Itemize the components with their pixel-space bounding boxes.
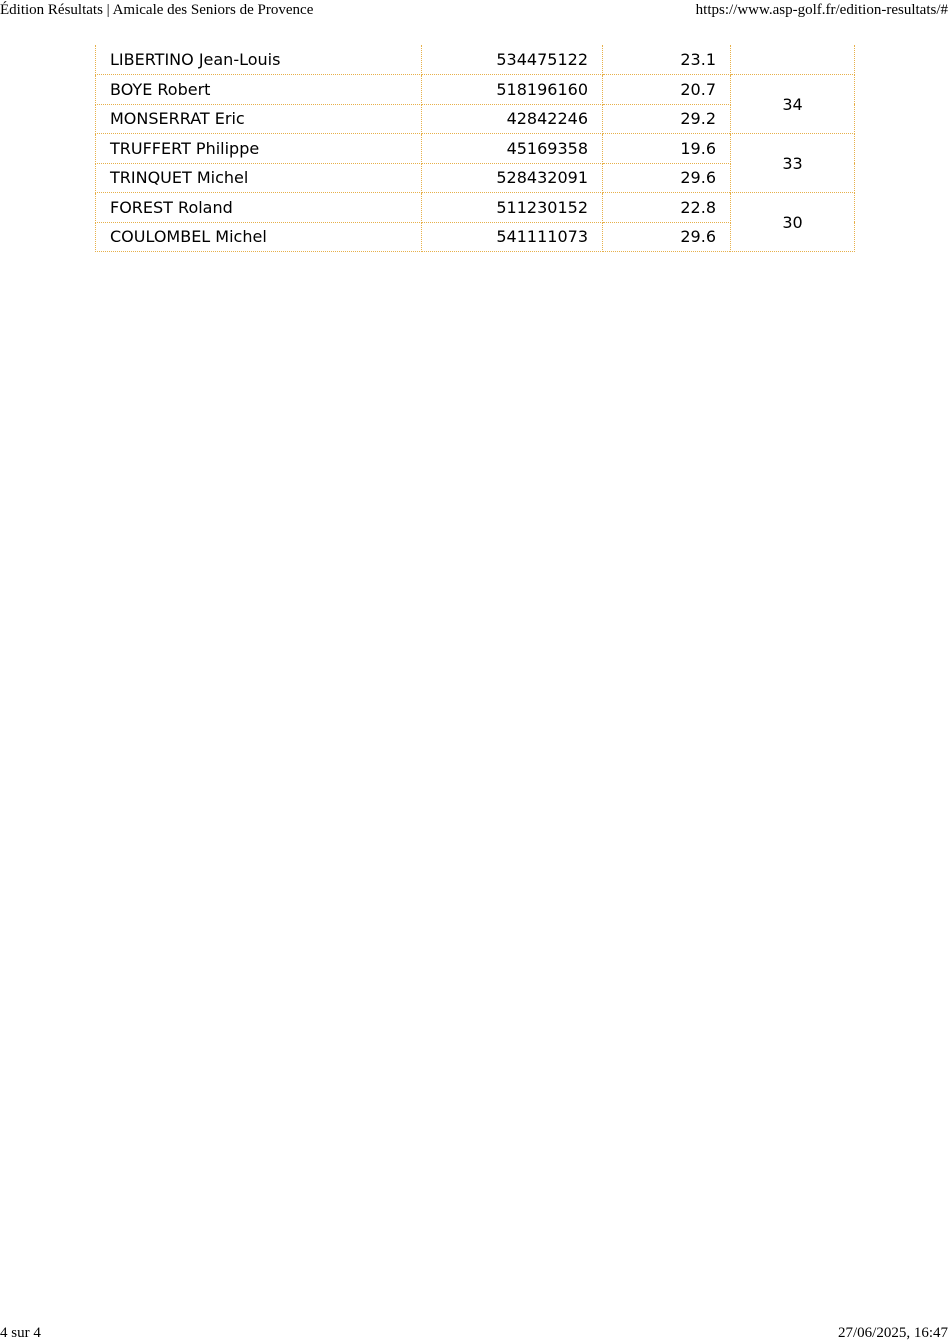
team-score: 34 [731,75,855,134]
player-index: 29.6 [603,163,731,193]
player-index: 19.6 [603,134,731,164]
player-index: 20.7 [603,75,731,105]
results-table [95,45,855,252]
table-row [96,45,855,75]
player-name: COULOMBEL Michel [96,222,422,252]
player-index: 29.6 [603,222,731,252]
print-footer-datetime: 27/06/2025, 16:47 [837,1325,948,1341]
print-footer-page-number: 4 sur 4 [0,1325,41,1341]
team-score [731,45,855,75]
player-name: MONSERRAT Eric [96,104,422,134]
player-license: 534475122 [422,45,603,75]
print-header-title: Édition Résultats | Amicale des Seniors de Provence [0,2,314,18]
player-index: 29.2 [603,104,731,134]
player-license: 541111073 [422,222,603,252]
player-name: FOREST Roland [96,193,422,223]
print-header-url: https://www.asp-golf.fr/edition-resultats/# [695,2,948,18]
team-score: 33 [731,134,855,193]
player-name: BOYE Robert [96,75,422,105]
player-name: TRINQUET Michel [96,163,422,193]
table-row [96,75,855,105]
player-license: 511230152 [422,193,603,223]
table-row [96,193,855,223]
player-name: TRUFFERT Philippe [96,134,422,164]
player-license: 42842246 [422,104,603,134]
table-row [96,134,855,164]
player-license: 518196160 [422,75,603,105]
team-score: 30 [731,193,855,252]
player-index: 23.1 [603,45,731,75]
player-index: 22.8 [603,193,731,223]
player-name: LIBERTINO Jean-Louis [96,45,422,75]
player-license: 45169358 [422,134,603,164]
player-license: 528432091 [422,163,603,193]
